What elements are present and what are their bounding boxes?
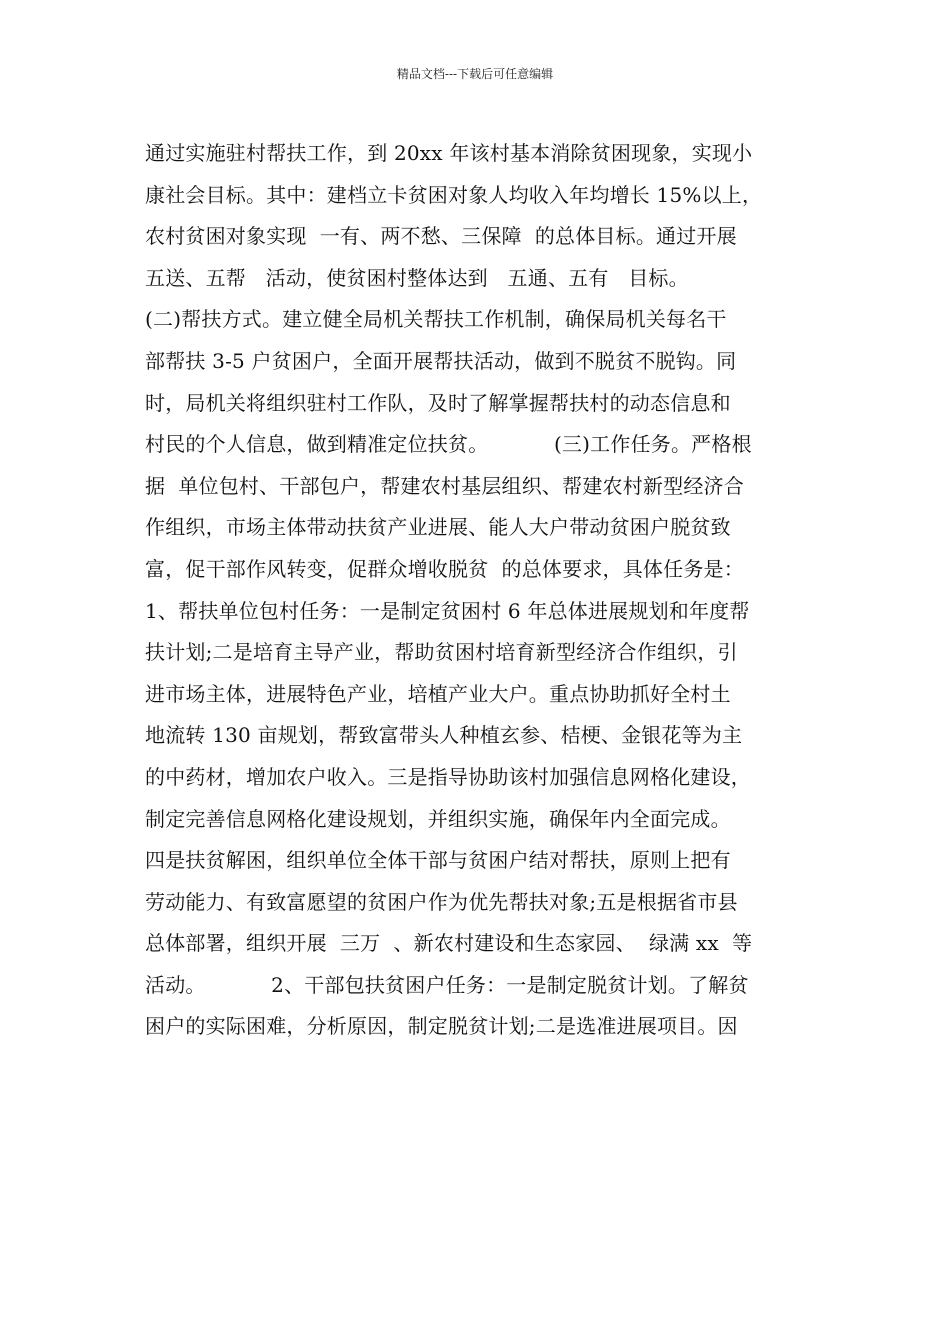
body-line: 的中药材，增加农户收入。三是指导协助该村加强信息网格化建设，: [145, 764, 751, 789]
page-header: 精品文档---下载后可任意编辑: [396, 67, 554, 81]
body-line: 部帮扶 3-5 户贫困户，全面开展帮扶活动，做到不脱贫不脱钩。同: [145, 348, 737, 373]
body-line: 时，局机关将组织驻村工作队，及时了解掌握帮扶村的动态信息和: [145, 390, 731, 415]
body-line: 地流转 130 亩规划，帮致富带头人种植玄参、桔梗、金银花等为主: [145, 723, 743, 748]
body-line: 据 单位包村、干部包户，帮建农村基层组织、帮建农村新型经济合: [145, 473, 744, 498]
body-line: 困户的实际困难，分析原因，制定脱贫计划;二是选准进展项目。因: [145, 1014, 738, 1039]
body-line: 富，促干部作风转变，促群众增收脱贫 的总体要求，具体任务是：: [145, 556, 744, 581]
body-line: 进市场主体，进展特色产业，培植产业大户。重点协助抓好全村土: [145, 681, 731, 706]
body-line: 活动。 2、干部包扶贫困户任务：一是制定脱贫计划。了解贫: [145, 972, 749, 997]
body-line: 作组织，市场主体带动扶贫产业进展、能人大户带动贫困户脱贫致: [145, 515, 731, 540]
body-line: 总体部署，组织开展 三万 、新农村建设和生态家园、 绿满 xx 等: [145, 931, 753, 956]
body-line: 劳动能力、有致富愿望的贫困户作为优先帮扶对象;五是根据省市县: [145, 889, 738, 914]
body-line: 村民的个人信息，做到精准定位扶贫。 (三)工作任务。严格根: [145, 432, 752, 457]
body-line: 扶计划;二是培育主导产业，帮助贫困村培育新型经济合作组织，引: [145, 640, 738, 665]
body-line: 通过实施驻村帮扶工作，到 20xx 年该村基本消除贫困现象，实现小: [145, 141, 753, 165]
body-line: 制定完善信息网格化建设规划，并组织实施，确保年内全面完成。: [145, 806, 731, 831]
body-line: 1、帮扶单位包村任务：一是制定贫困村 6 年总体进展规划和年度帮: [145, 598, 750, 623]
document-body: [145, 133, 815, 1048]
body-line: 五送、五帮 活动，使贫困村整体达到 五通、五有 目标。: [145, 265, 689, 290]
body-line: 农村贫困对象实现 一有、两不愁、三保障 的总体目标。通过开展: [145, 224, 737, 249]
body-line: 康社会目标。其中：建档立卡贫困对象人均收入年均增长 15%以上，: [145, 182, 763, 207]
body-line: (二)帮扶方式。建立健全局机关帮扶工作机制，确保局机关每名干: [145, 307, 727, 332]
body-line: 四是扶贫解困，组织单位全体干部与贫困户结对帮扶，原则上把有: [145, 848, 731, 873]
